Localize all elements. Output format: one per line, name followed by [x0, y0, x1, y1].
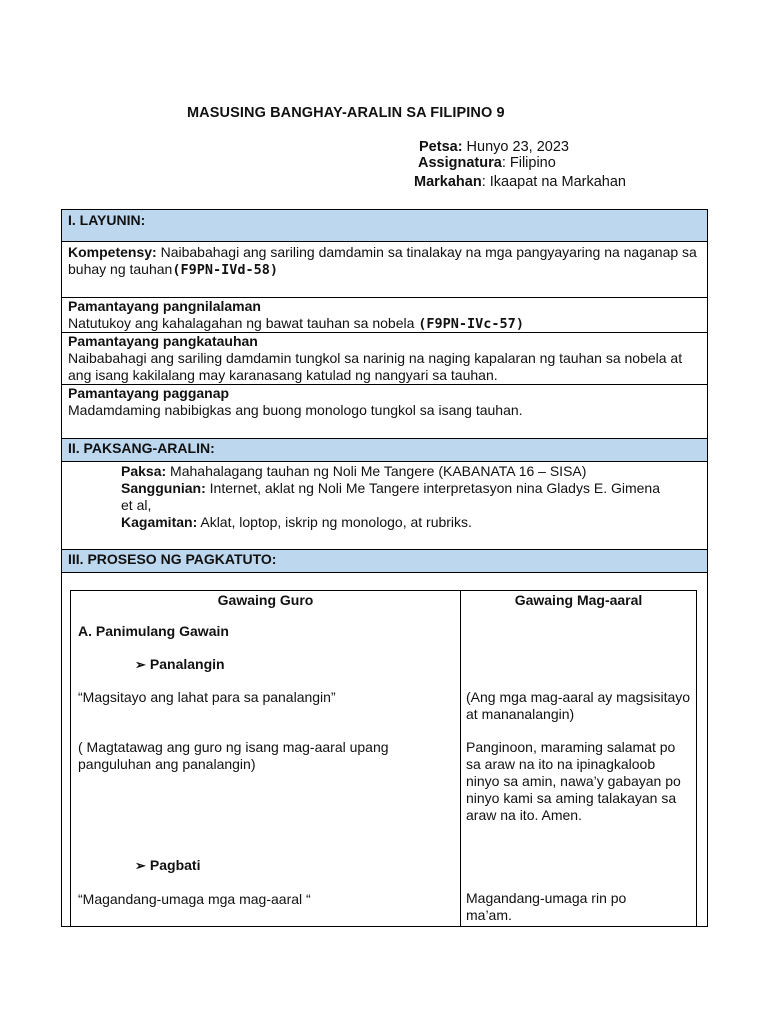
kompetensy-label: Kompetensy: [68, 244, 157, 260]
petsa-line [419, 139, 569, 155]
panalangin-label: Panalangin [149, 656, 225, 672]
aaral-step-1: (Ang mga mag-aaral ay magsisitayo at mananalangin) [466, 689, 691, 722]
paksang-aralin-heading: II. PAKSANG-ARALIN: [61, 438, 708, 461]
pagganap-text: Madamdaming nabibigkas ang buong monologo tungkol sa isang tauhan. [68, 402, 523, 418]
guro-step-2: ( Magtatawag ang guro ng isang mag-aaral upang panguluhan ang panalangin) [78, 739, 389, 772]
pangkatauhan-text: Naibabahagi ang sariling damdamin tungkol sa narinig na naging kapalaran ng tauhan sa nobela at ang isang kakilalang may karanasang katulad ng nangyari sa tauhan. [68, 350, 683, 383]
petsa-value: Hunyo 23, 2023 [462, 139, 569, 155]
pagbati-item [135, 857, 200, 874]
kagamitan-label: Kagamitan: [121, 514, 198, 530]
guro-step-1: “Magsitayo ang lahat para sa panalangin” [78, 689, 336, 705]
proseso-heading: III. PROSESO NG PAGKATUTO: [61, 549, 708, 572]
pangkatauhan-label: Pamantayang pangkatauhan [68, 333, 258, 349]
paksa-label: Paksa: [121, 463, 167, 479]
guro-step-3: “Magandang-umaga mga mag-aaral “ [78, 891, 311, 907]
assignatura-value: : Filipino [501, 155, 556, 171]
gawaing-mag-aaral-column [461, 590, 697, 926]
kagamitan-text: Aklat, loptop, iskrip ng monologo, at rubriks. [197, 514, 472, 530]
gawaing-guro-header: Gawaing Guro [217, 592, 314, 608]
panimulang-gawain: A. Panimulang Gawain [78, 623, 229, 639]
paksa-line [68, 463, 701, 480]
pagganap-row [61, 384, 708, 438]
pagganap-label: Pamantayang pagganap [68, 385, 230, 401]
sanggunian-line [68, 480, 701, 514]
pangnilalaman-text: Natutukoy ang kahalagahan ng bawat tauhan sa nobela [68, 315, 419, 331]
petsa-label: Petsa: [419, 139, 463, 155]
pangnilalaman-label: Pamantayang pangnilalaman [68, 298, 261, 314]
paksa-text: Mahahalagang tauhan ng Noli Me Tangere (KABANATA 16 – SISA) [166, 463, 587, 479]
sanggunian-text: Internet, aklat ng Noli Me Tangere interpretasyon nina Gladys E. Gimena et al, [121, 480, 660, 513]
spacer-row [61, 572, 708, 590]
markahan-label: Markahan [414, 174, 482, 190]
markahan-line [414, 174, 626, 190]
kagamitan-line [68, 514, 701, 531]
arrow-bullet-icon: ➢ [135, 858, 146, 873]
aaral-step-2: Panginoon, maraming salamat po sa araw na ito na ipinagkaloob ninyo sa amin, nawa’y gabayan po ninyo kami sa aming talakayan sa araw na ito. Amen. [466, 739, 681, 823]
kompetensy-row [61, 241, 708, 297]
gawaing-guro-column [70, 590, 461, 926]
pangnilalaman-row [61, 297, 708, 332]
arrow-bullet-icon: ➢ [135, 657, 146, 672]
assignatura-line [418, 155, 556, 171]
gawaing-mag-aaral-header: Gawaing Mag-aaral [514, 592, 643, 608]
markahan-value: : Ikaapat na Markahan [481, 174, 626, 190]
layunin-heading: I. LAYUNIN: [61, 209, 708, 241]
aaral-step-3: Magandang-umaga rin po ma’am. [466, 890, 627, 923]
pangkatauhan-row [61, 332, 708, 384]
activity-table [70, 590, 697, 926]
assignatura-label: Assignatura [418, 155, 502, 171]
kompetensy-text: Naibabahagi ang sariling damdamin sa tinalakay na mga pangyayaring na naganap sa buhay ng tauhan [68, 244, 697, 277]
kompetensy-code: (F9PN-IVd-58) [172, 262, 278, 278]
paksa-block [61, 461, 708, 549]
panalangin-item [135, 656, 225, 673]
document-title: MASUSING BANGHAY-ARALIN SA FILIPINO 9 [187, 105, 505, 121]
pangnilalaman-code: (F9PN-IVc-57) [418, 316, 524, 332]
pagbati-label: Pagbati [149, 857, 201, 873]
sanggunian-label: Sanggunian: [121, 480, 206, 496]
